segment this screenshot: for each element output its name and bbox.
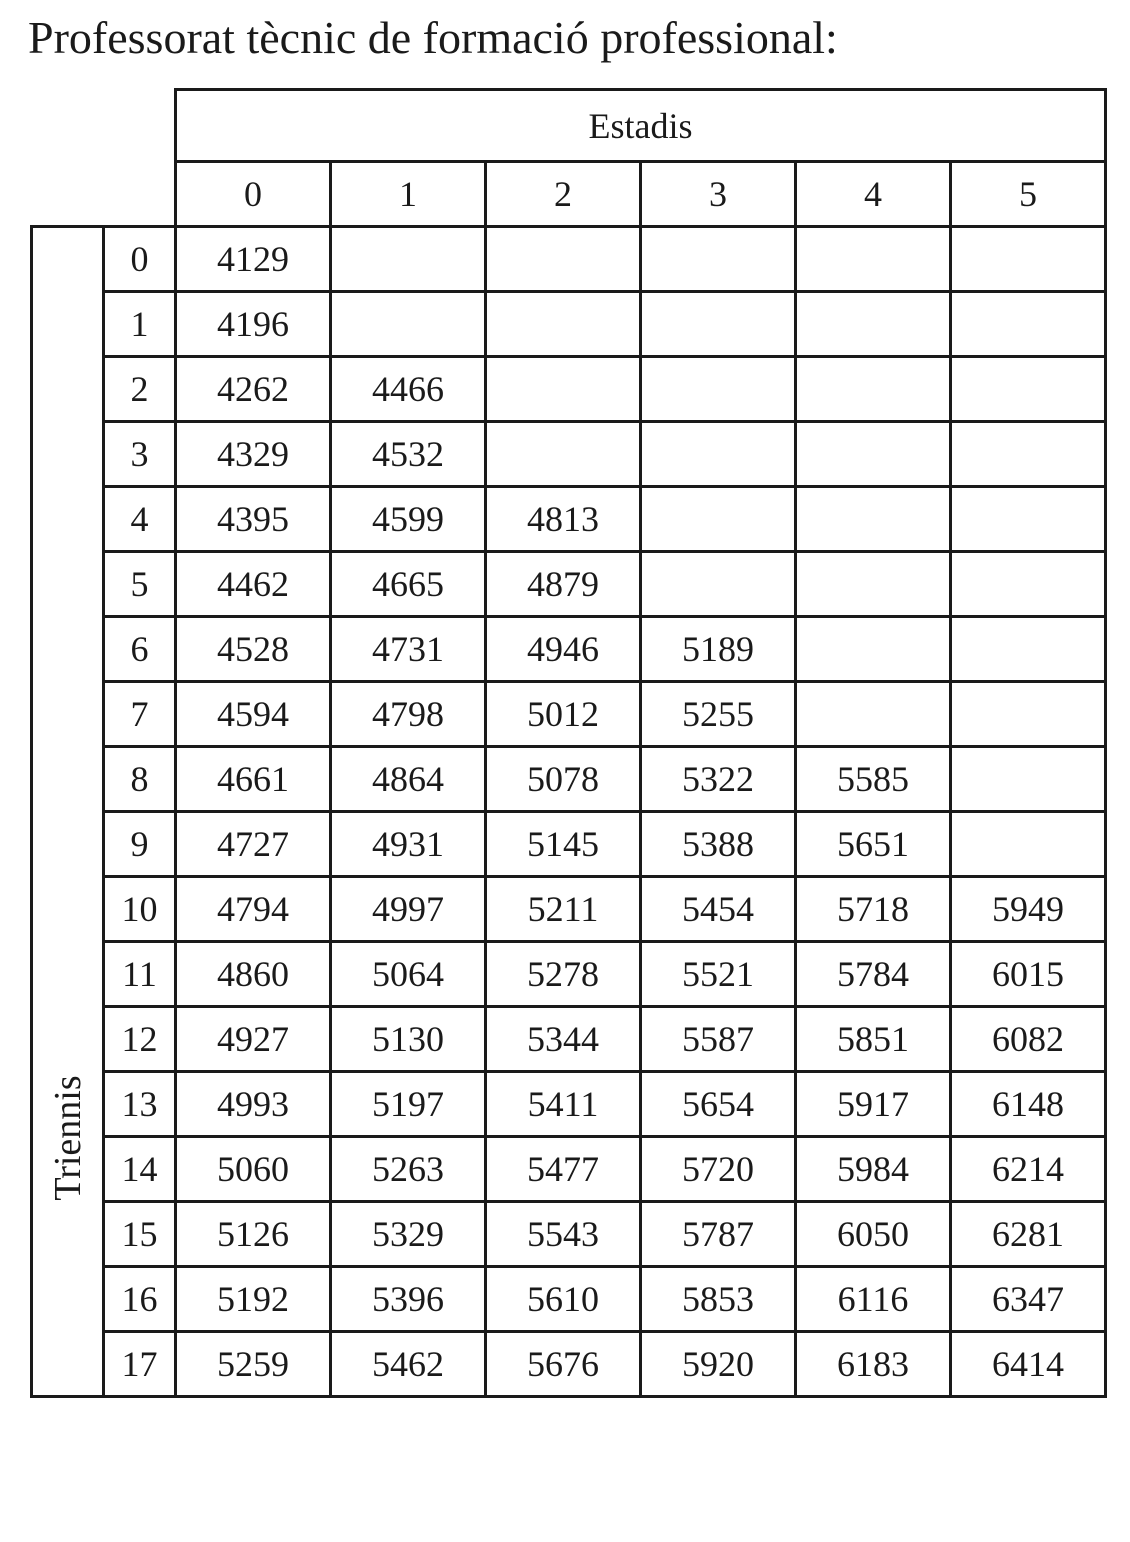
- table-cell: 4665: [331, 552, 486, 617]
- table-cell: [486, 422, 641, 487]
- estadis-header-row: [32, 90, 1106, 162]
- table-cell: 4528: [176, 617, 331, 682]
- table-row: [32, 487, 1106, 552]
- table-row: [32, 942, 1106, 1007]
- table-cell: 6281: [951, 1202, 1106, 1267]
- table-cell: 4931: [331, 812, 486, 877]
- table-cell: 5610: [486, 1267, 641, 1332]
- table-cell: 5543: [486, 1202, 641, 1267]
- table-cell: [641, 422, 796, 487]
- table-cell: 6148: [951, 1072, 1106, 1137]
- table-cell: [796, 227, 951, 292]
- table-cell: 5676: [486, 1332, 641, 1397]
- table-cell: 4329: [176, 422, 331, 487]
- row-header: 9: [104, 812, 176, 877]
- table-cell: 5259: [176, 1332, 331, 1397]
- triennis-label-cell: [32, 227, 104, 1397]
- column-header: 3: [641, 162, 796, 227]
- table-cell: 4599: [331, 487, 486, 552]
- table-cell: 5462: [331, 1332, 486, 1397]
- table-cell: 5651: [796, 812, 951, 877]
- table-row: [32, 877, 1106, 942]
- table-row: [32, 1137, 1106, 1202]
- table-cell: 4794: [176, 877, 331, 942]
- table-cell: 5012: [486, 682, 641, 747]
- table-cell: 6183: [796, 1332, 951, 1397]
- row-header: 6: [104, 617, 176, 682]
- table-cell: 4661: [176, 747, 331, 812]
- row-header: 14: [104, 1137, 176, 1202]
- row-header: 10: [104, 877, 176, 942]
- table-cell: 4262: [176, 357, 331, 422]
- table-cell: [796, 552, 951, 617]
- table-cell: 4731: [331, 617, 486, 682]
- row-header: 12: [104, 1007, 176, 1072]
- table-cell: [951, 747, 1106, 812]
- table-row: [32, 812, 1106, 877]
- table-cell: 5189: [641, 617, 796, 682]
- table-cell: [951, 617, 1106, 682]
- table-cell: 4196: [176, 292, 331, 357]
- triennis-label: Triennis: [46, 1075, 89, 1201]
- row-header: 15: [104, 1202, 176, 1267]
- row-header: 5: [104, 552, 176, 617]
- table-cell: 4946: [486, 617, 641, 682]
- table-cell: 5211: [486, 877, 641, 942]
- row-header: 3: [104, 422, 176, 487]
- table-row: [32, 747, 1106, 812]
- table-cell: 6082: [951, 1007, 1106, 1072]
- table-cell: [641, 357, 796, 422]
- column-header: 2: [486, 162, 641, 227]
- table-cell: [486, 357, 641, 422]
- table-cell: [796, 487, 951, 552]
- table-cell: 5322: [641, 747, 796, 812]
- column-header: 0: [176, 162, 331, 227]
- table-cell: 5396: [331, 1267, 486, 1332]
- table-cell: [951, 552, 1106, 617]
- table-cell: [486, 292, 641, 357]
- table-cell: 6050: [796, 1202, 951, 1267]
- table-cell: 4879: [486, 552, 641, 617]
- row-header: 0: [104, 227, 176, 292]
- table-cell: 5078: [486, 747, 641, 812]
- table-cell: 5949: [951, 877, 1106, 942]
- table-cell: 5130: [331, 1007, 486, 1072]
- table-cell: 5917: [796, 1072, 951, 1137]
- table-cell: 4129: [176, 227, 331, 292]
- table-row: [32, 422, 1106, 487]
- column-header: 5: [951, 162, 1106, 227]
- row-header: 1: [104, 292, 176, 357]
- table-cell: 4532: [331, 422, 486, 487]
- table-row: [32, 682, 1106, 747]
- table-cell: [641, 552, 796, 617]
- table-cell: 4927: [176, 1007, 331, 1072]
- table-cell: 4727: [176, 812, 331, 877]
- table-cell: 5585: [796, 747, 951, 812]
- table-cell: 5454: [641, 877, 796, 942]
- table-cell: 5787: [641, 1202, 796, 1267]
- table-cell: 5411: [486, 1072, 641, 1137]
- table-row: [32, 617, 1106, 682]
- row-header: 2: [104, 357, 176, 422]
- table-cell: 5145: [486, 812, 641, 877]
- column-header: 4: [796, 162, 951, 227]
- row-header: 7: [104, 682, 176, 747]
- table-cell: [951, 682, 1106, 747]
- table-cell: 5720: [641, 1137, 796, 1202]
- table-row: [32, 1007, 1106, 1072]
- table-cell: 5060: [176, 1137, 331, 1202]
- table-cell: 5064: [331, 942, 486, 1007]
- table-cell: [641, 292, 796, 357]
- table-row: [32, 292, 1106, 357]
- table-cell: [641, 227, 796, 292]
- table-cell: 5197: [331, 1072, 486, 1137]
- row-header: 4: [104, 487, 176, 552]
- row-header: 11: [104, 942, 176, 1007]
- table-row: [32, 552, 1106, 617]
- table-cell: 6414: [951, 1332, 1106, 1397]
- table-cell: 5329: [331, 1202, 486, 1267]
- row-header: 13: [104, 1072, 176, 1137]
- table-cell: 4594: [176, 682, 331, 747]
- table-cell: [796, 292, 951, 357]
- table-cell: 5344: [486, 1007, 641, 1072]
- table-cell: 5718: [796, 877, 951, 942]
- corner-blank: [32, 90, 176, 162]
- column-header: 1: [331, 162, 486, 227]
- row-header: 8: [104, 747, 176, 812]
- table-cell: 4462: [176, 552, 331, 617]
- table-cell: 5126: [176, 1202, 331, 1267]
- table-cell: [951, 422, 1106, 487]
- table-cell: 5278: [486, 942, 641, 1007]
- table-row: [32, 1072, 1106, 1137]
- table-cell: 5784: [796, 942, 951, 1007]
- table-cell: 4993: [176, 1072, 331, 1137]
- table-cell: 6347: [951, 1267, 1106, 1332]
- table-cell: 4813: [486, 487, 641, 552]
- table-row: [32, 1332, 1106, 1397]
- table-cell: 4798: [331, 682, 486, 747]
- table-cell: [951, 357, 1106, 422]
- table-cell: 5388: [641, 812, 796, 877]
- estadis-header: Estadis: [176, 90, 1106, 162]
- table-cell: 5255: [641, 682, 796, 747]
- table-cell: [951, 227, 1106, 292]
- table-cell: [951, 292, 1106, 357]
- table-cell: [641, 487, 796, 552]
- table-cell: 5853: [641, 1267, 796, 1332]
- table-cell: 6116: [796, 1267, 951, 1332]
- corner-blank: [32, 162, 176, 227]
- page-title: Professorat tècnic de formació professional:: [28, 12, 838, 63]
- table-row: [32, 1202, 1106, 1267]
- table-cell: 5192: [176, 1267, 331, 1332]
- table-cell: [486, 227, 641, 292]
- table-cell: 4395: [176, 487, 331, 552]
- table-cell: [951, 487, 1106, 552]
- table-cell: 6214: [951, 1137, 1106, 1202]
- table-cell: [796, 682, 951, 747]
- table-cell: 4997: [331, 877, 486, 942]
- table-cell: 5477: [486, 1137, 641, 1202]
- row-header: 16: [104, 1267, 176, 1332]
- table-row: [32, 1267, 1106, 1332]
- salary-table: [30, 88, 1107, 1398]
- table-row: [32, 357, 1106, 422]
- column-header-row: [32, 162, 1106, 227]
- table-cell: 5920: [641, 1332, 796, 1397]
- table-cell: [796, 617, 951, 682]
- table-cell: 4864: [331, 747, 486, 812]
- table-cell: [331, 292, 486, 357]
- table-cell: [796, 357, 951, 422]
- table-row: [32, 227, 1106, 292]
- table-cell: 5521: [641, 942, 796, 1007]
- table-cell: [951, 812, 1106, 877]
- table-cell: 6015: [951, 942, 1106, 1007]
- table-cell: [331, 227, 486, 292]
- table-cell: 4860: [176, 942, 331, 1007]
- table-cell: 4466: [331, 357, 486, 422]
- table-cell: 5984: [796, 1137, 951, 1202]
- table-cell: 5263: [331, 1137, 486, 1202]
- row-header: 17: [104, 1332, 176, 1397]
- table-cell: [796, 422, 951, 487]
- table-cell: 5587: [641, 1007, 796, 1072]
- table-cell: 5851: [796, 1007, 951, 1072]
- table-cell: 5654: [641, 1072, 796, 1137]
